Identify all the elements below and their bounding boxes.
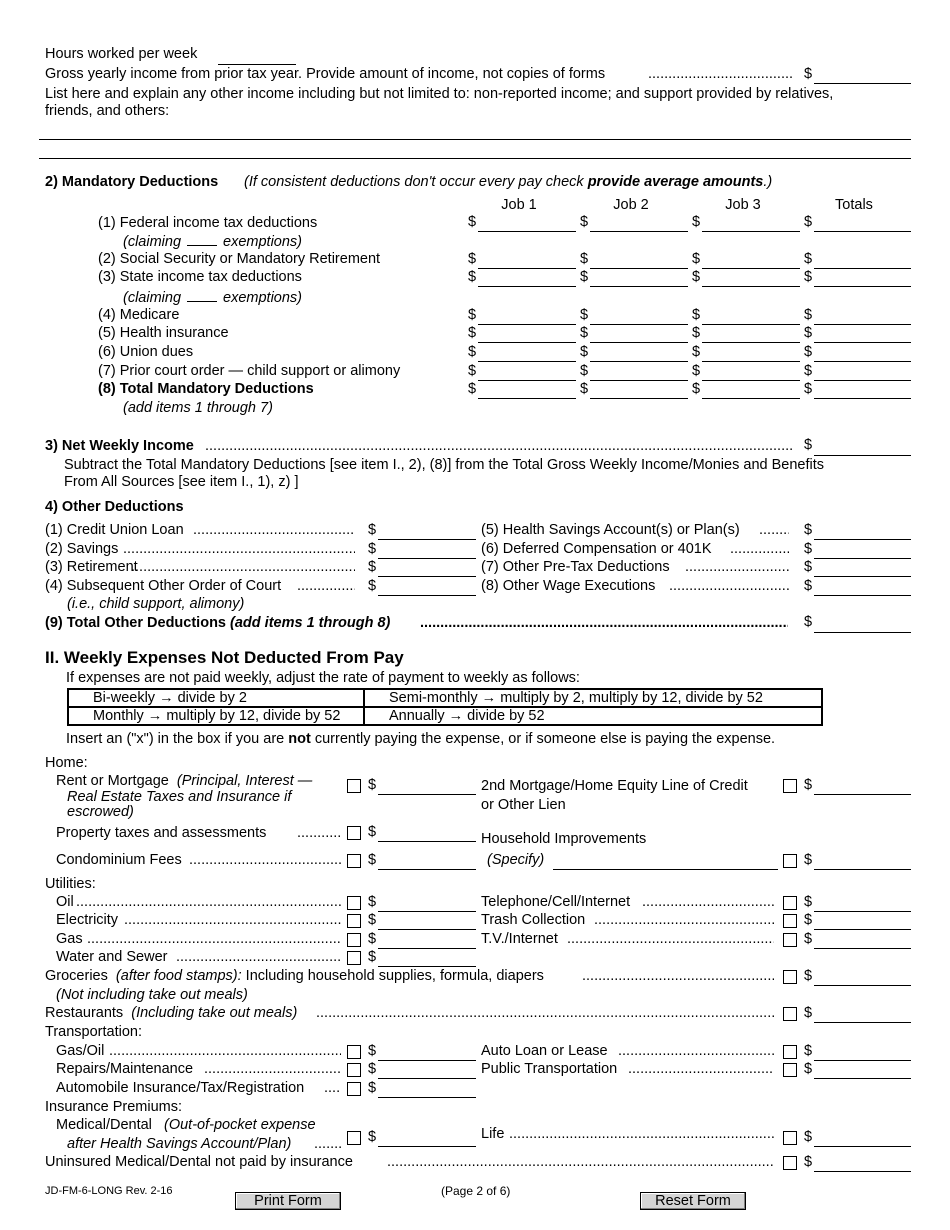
- uninsured-medical-amount[interactable]: [814, 1171, 911, 1172]
- hours-label: Hours worked per week: [45, 46, 198, 62]
- second-mortgage-amount[interactable]: [814, 794, 911, 795]
- groceries-amount-dollar: $: [804, 968, 813, 984]
- other-income-line-1[interactable]: [39, 139, 911, 140]
- transport-left-leader-2: [204, 1061, 341, 1078]
- other-right-field-3-dollar: $: [804, 559, 813, 575]
- gross-income-label: Gross yearly income from prior tax year. Provide amount of income, not copies of forms: [45, 66, 606, 82]
- other-left-leader-2: [123, 541, 355, 558]
- condo-fees-amount-dollar: $: [368, 852, 377, 868]
- other-right-label-3: (7) Other Pre-Tax Deductions: [481, 559, 670, 575]
- other-left-label-3: (3) Retirement: [45, 559, 138, 575]
- life-label: Life: [481, 1126, 505, 1142]
- restaurants-amount[interactable]: [814, 1022, 911, 1023]
- medical-dental-amount[interactable]: [378, 1146, 476, 1147]
- mandatory-item-6: (6) Union dues: [98, 344, 194, 360]
- mandatory-r3-c4-field[interactable]: [814, 286, 911, 287]
- mandatory-r1-c3-field[interactable]: [702, 231, 800, 232]
- household-improvements-amount[interactable]: [814, 869, 911, 870]
- utility-right-3-amount[interactable]: [814, 948, 911, 949]
- rate-semimonthly: Semi-monthly → multiply by 2, multiply by 12, divide by 52: [364, 689, 822, 707]
- mandatory-r2-c2-field[interactable]: [590, 268, 688, 269]
- groceries-label: Groceries (after food stamps): Including household supplies, formula, diapers: [45, 968, 544, 984]
- other-right-label-2: (6) Deferred Compensation or 401K: [481, 541, 712, 557]
- other-left-field-4-dollar: $: [368, 578, 377, 594]
- transport-left-2: Repairs/Maintenance: [56, 1061, 194, 1077]
- property-taxes-amount-dollar: $: [368, 824, 377, 840]
- rent-amount[interactable]: [378, 794, 476, 795]
- claiming-label-1: (claiming exemptions): [123, 234, 302, 250]
- mandatory-r2-c2-field-dollar: $: [580, 251, 589, 267]
- other-left-label-1: (1) Credit Union Loan: [45, 522, 184, 538]
- mandatory-r8-c3-field[interactable]: [702, 398, 800, 399]
- mandatory-r2-c1-field[interactable]: [478, 268, 576, 269]
- other-left-field-3-dollar: $: [368, 559, 377, 575]
- mandatory-r7-c1-field-dollar: $: [468, 363, 477, 379]
- transport-right-2-checkbox[interactable]: [783, 1063, 797, 1077]
- net-income-field[interactable]: [814, 455, 911, 456]
- groceries-note-2: (Not including take out meals): [56, 987, 248, 1003]
- mandatory-r4-c2-field[interactable]: [590, 324, 688, 325]
- other-income-label: List here and explain any other income including but not limited to: non-reported income; and support provided by relatives,: [45, 86, 834, 102]
- other-right-leader-1: [759, 522, 789, 539]
- column-job3: Job 3: [725, 197, 761, 213]
- other-right-field-4-dollar: $: [804, 578, 813, 594]
- insurance-label: Insurance Premiums:: [45, 1099, 182, 1115]
- mandatory-r4-c4-field[interactable]: [814, 324, 911, 325]
- utility-left-1-amount[interactable]: [378, 911, 476, 912]
- other-right-label-4: (8) Other Wage Executions: [481, 578, 656, 594]
- hours-field[interactable]: [218, 64, 296, 65]
- mandatory-r1-c3-field-dollar: $: [692, 214, 701, 230]
- condo-fees-amount[interactable]: [378, 869, 476, 870]
- transport-left-1-checkbox[interactable]: [347, 1045, 361, 1059]
- utility-left-3-checkbox[interactable]: [347, 933, 361, 947]
- mandatory-r6-c2-field-dollar: $: [580, 344, 589, 360]
- mandatory-r7-c3-field[interactable]: [702, 380, 800, 381]
- utility-left-4-amount-dollar: $: [368, 949, 377, 965]
- mandatory-r2-c4-field-dollar: $: [804, 251, 813, 267]
- utility-right-3-amount-dollar: $: [804, 931, 813, 947]
- mandatory-item-1: (1) Federal income tax deductions: [98, 215, 318, 231]
- column-totals: Totals: [835, 197, 873, 213]
- life-insurance-amount[interactable]: [814, 1146, 911, 1147]
- other-income-line-2[interactable]: [39, 158, 911, 159]
- other-left-label-4: (4) Subsequent Other Order of Court: [45, 578, 282, 594]
- other-left-note: (i.e., child support, alimony): [67, 596, 245, 612]
- restaurants-checkbox[interactable]: [783, 1007, 797, 1021]
- utility-left-leader-1: [76, 894, 341, 911]
- rent-note-2: Real Estate Taxes and Insurance if: [67, 789, 292, 805]
- other-left-leader-1: [193, 522, 355, 539]
- reset-form-button[interactable]: Reset Form: [640, 1192, 746, 1210]
- net-title: 3) Net Weekly Income: [45, 438, 194, 454]
- medical-note-2: after Health Savings Account/Plan): [67, 1136, 292, 1152]
- utility-left-1-checkbox[interactable]: [347, 896, 361, 910]
- other-right-field-2-dollar: $: [804, 541, 813, 557]
- household-improvements-checkbox[interactable]: [783, 854, 797, 868]
- other-left-field-1[interactable]: [378, 539, 476, 540]
- mandatory-r6-c1-field-dollar: $: [468, 344, 477, 360]
- groceries-amount[interactable]: [814, 985, 911, 986]
- home-label: Home:: [45, 755, 88, 771]
- utility-left-4-amount[interactable]: [378, 966, 476, 967]
- utility-left-3-amount[interactable]: [378, 948, 476, 949]
- mandatory-r2-c3-field[interactable]: [702, 268, 800, 269]
- medical-label: Medical/Dental (Out-of-pocket expense: [56, 1117, 316, 1133]
- utility-left-3: Gas: [56, 931, 83, 947]
- other-right-leader-3: [685, 559, 789, 576]
- print-form-button[interactable]: Print Form: [235, 1192, 341, 1210]
- other-left-label-2: (2) Savings: [45, 541, 119, 557]
- form-id: JD-FM-6-LONG Rev. 2-16: [45, 1185, 173, 1197]
- mandatory-r2-c4-field[interactable]: [814, 268, 911, 269]
- household-label: Household Improvements: [481, 831, 647, 847]
- transport-right-2-amount-dollar: $: [804, 1061, 813, 1077]
- life-insurance-checkbox[interactable]: [783, 1131, 797, 1145]
- other-right-field-1[interactable]: [814, 539, 911, 540]
- mandatory-title: 2) Mandatory Deductions: [45, 174, 219, 190]
- utility-right-2: Trash Collection: [481, 912, 586, 928]
- transport-left-2-amount-dollar: $: [368, 1061, 377, 1077]
- rent-label: Rent or Mortgage (Principal, Interest —: [56, 773, 313, 789]
- other-left-field-3[interactable]: [378, 576, 476, 577]
- transport-right-leader-1: [618, 1043, 774, 1060]
- mandatory-r2-c3-field-dollar: $: [692, 251, 701, 267]
- claiming-label-3: (claiming exemptions): [123, 290, 302, 306]
- utility-right-1-checkbox[interactable]: [783, 896, 797, 910]
- utility-left-1-amount-dollar: $: [368, 894, 377, 910]
- other-right-field-2[interactable]: [814, 558, 911, 559]
- mandatory-r1-c2-field[interactable]: [590, 231, 688, 232]
- property-taxes-amount[interactable]: [378, 841, 476, 842]
- mandatory-r5-c3-field[interactable]: [702, 342, 800, 343]
- second-mortgage-label: 2nd Mortgage/Home Equity Line of Credit: [481, 778, 748, 794]
- page-number: (Page 2 of 6): [441, 1184, 511, 1198]
- utility-right-2-checkbox[interactable]: [783, 914, 797, 928]
- transport-left-3-checkbox[interactable]: [347, 1082, 361, 1096]
- mandatory-r5-c3-field-dollar: $: [692, 325, 701, 341]
- household-improvements-amount-dollar: $: [804, 852, 813, 868]
- utility-right-leader-1: [642, 894, 774, 911]
- column-job1: Job 1: [501, 197, 537, 213]
- add-items-note: (add items 1 through 7): [123, 400, 273, 416]
- other-right-field-1-dollar: $: [804, 522, 813, 538]
- mandatory-note: (If consistent deductions don't occur every pay check provide average amounts.): [244, 174, 773, 190]
- transport-right-1-amount-dollar: $: [804, 1043, 813, 1059]
- other-right-leader-4: [669, 578, 789, 595]
- other-left-leader-3: [131, 559, 355, 576]
- other-title: 4) Other Deductions: [45, 499, 184, 515]
- transport-left-leader-3: [324, 1080, 341, 1097]
- mandatory-r4-c1-field[interactable]: [478, 324, 576, 325]
- mandatory-r6-c3-field[interactable]: [702, 361, 800, 362]
- transport-left-2-checkbox[interactable]: [347, 1063, 361, 1077]
- rent-note-3: escrowed): [67, 804, 134, 820]
- utility-right-1: Telephone/Cell/Internet: [481, 894, 631, 910]
- utility-left-leader-2: [124, 912, 341, 929]
- specify-field[interactable]: [553, 869, 778, 870]
- groceries-checkbox[interactable]: [783, 970, 797, 984]
- utility-right-3: T.V./Internet: [481, 931, 558, 947]
- mandatory-r7-c2-field[interactable]: [590, 380, 688, 381]
- rate-biweekly: Bi-weekly → divide by 2: [68, 689, 364, 707]
- utility-right-3-checkbox[interactable]: [783, 933, 797, 947]
- mandatory-r1-c4-field[interactable]: [814, 231, 911, 232]
- utility-right-1-amount[interactable]: [814, 911, 911, 912]
- mandatory-r4-c3-field-dollar: $: [692, 307, 701, 323]
- specify-label: (Specify): [487, 852, 545, 868]
- medical-dental-amount-dollar: $: [368, 1129, 377, 1145]
- expenses-intro: If expenses are not paid weekly, adjust the rate of payment to weekly as follows:: [66, 670, 580, 686]
- transport-left-1-amount[interactable]: [378, 1060, 476, 1061]
- transport-right-1: Auto Loan or Lease: [481, 1043, 608, 1059]
- uninsured-medical-amount-dollar: $: [804, 1154, 813, 1170]
- utility-right-2-amount-dollar: $: [804, 912, 813, 928]
- mandatory-r7-c2-field-dollar: $: [580, 363, 589, 379]
- utility-left-4-checkbox[interactable]: [347, 951, 361, 965]
- mandatory-r6-c4-field-dollar: $: [804, 344, 813, 360]
- mandatory-r5-c1-field-dollar: $: [468, 325, 477, 341]
- mandatory-r6-c1-field[interactable]: [478, 361, 576, 362]
- mandatory-r5-c4-field-dollar: $: [804, 325, 813, 341]
- other-left-leader-4: [297, 578, 355, 595]
- transport-left-1-amount-dollar: $: [368, 1043, 377, 1059]
- mandatory-r3-c1-field[interactable]: [478, 286, 576, 287]
- other-left-field-4[interactable]: [378, 595, 476, 596]
- other-left-field-2-dollar: $: [368, 541, 377, 557]
- transport-left-leader-1: [109, 1043, 341, 1060]
- condo-fees-checkbox[interactable]: [347, 854, 361, 868]
- total-other-field[interactable]: [814, 632, 911, 633]
- utility-left-2-amount[interactable]: [378, 929, 476, 930]
- utility-left-leader-4: [176, 949, 341, 966]
- net-desc-1: Subtract the Total Mandatory Deductions [see item I., 2), (8)] from the Total Gross Weekly Income/Monies and Benefits: [64, 457, 824, 473]
- mandatory-r4-c1-field-dollar: $: [468, 307, 477, 323]
- exemptions-field-3[interactable]: [187, 289, 217, 302]
- life-insurance-amount-dollar: $: [804, 1129, 813, 1145]
- utility-left-2-checkbox[interactable]: [347, 914, 361, 928]
- utility-left-2-amount-dollar: $: [368, 912, 377, 928]
- total-other-label: (9) Total Other Deductions (add items 1 through 8): [45, 615, 391, 631]
- restaurants-label: Restaurants (Including take out meals): [45, 1005, 298, 1021]
- rate-table: [67, 688, 823, 726]
- mandatory-r8-c2-field[interactable]: [590, 398, 688, 399]
- transport-left-3-amount-dollar: $: [368, 1080, 377, 1096]
- mandatory-r3-c2-field[interactable]: [590, 286, 688, 287]
- uninsured-label: Uninsured Medical/Dental not paid by insurance: [45, 1154, 353, 1170]
- mandatory-item-7: (7) Prior court order — child support or alimony: [98, 363, 401, 379]
- mandatory-r8-c3-field-dollar: $: [692, 381, 701, 397]
- utility-left-1: Oil: [56, 894, 74, 910]
- second-mortgage-amount-dollar: $: [804, 777, 813, 793]
- mandatory-r8-c1-field[interactable]: [478, 398, 576, 399]
- utility-right-2-amount[interactable]: [814, 929, 911, 930]
- transport-right-leader-2: [628, 1061, 774, 1078]
- utility-right-leader-2: [594, 912, 774, 929]
- restaurants-amount-dollar: $: [804, 1005, 813, 1021]
- rate-annually: Annually → divide by 52: [364, 707, 822, 725]
- mandatory-r6-c3-field-dollar: $: [692, 344, 701, 360]
- mandatory-r7-c4-field-dollar: $: [804, 363, 813, 379]
- mandatory-r5-c2-field-dollar: $: [580, 325, 589, 341]
- medical-dental-checkbox[interactable]: [347, 1131, 361, 1145]
- column-job2: Job 2: [613, 197, 649, 213]
- mandatory-r4-c2-field-dollar: $: [580, 307, 589, 323]
- mandatory-item-5: (5) Health insurance: [98, 325, 229, 341]
- transport-left-3: Automobile Insurance/Tax/Registration: [56, 1080, 305, 1096]
- utility-right-1-amount-dollar: $: [804, 894, 813, 910]
- transport-right-2: Public Transportation: [481, 1061, 618, 1077]
- other-income-label-2: friends, and others:: [45, 103, 170, 119]
- mandatory-r5-c4-field[interactable]: [814, 342, 911, 343]
- transport-right-1-amount[interactable]: [814, 1060, 911, 1061]
- uninsured-medical-checkbox[interactable]: [783, 1156, 797, 1170]
- mandatory-r7-c1-field[interactable]: [478, 380, 576, 381]
- utility-left-3-amount-dollar: $: [368, 931, 377, 947]
- other-right-field-3[interactable]: [814, 576, 911, 577]
- condo-label: Condominium Fees: [56, 852, 182, 868]
- mandatory-r3-c3-field-dollar: $: [692, 269, 701, 285]
- property-taxes-checkbox[interactable]: [347, 826, 361, 840]
- utility-left-2: Electricity: [56, 912, 119, 928]
- mandatory-r1-c2-field-dollar: $: [580, 214, 589, 230]
- mandatory-r8-c4-field-dollar: $: [804, 381, 813, 397]
- mandatory-r2-c1-field-dollar: $: [468, 251, 477, 267]
- second-mortgage-label-2: or Other Lien: [481, 797, 566, 813]
- transportation-label: Transportation:: [45, 1024, 142, 1040]
- other-left-field-2[interactable]: [378, 558, 476, 559]
- other-right-leader-2: [730, 541, 789, 558]
- second-mortgage-checkbox[interactable]: [783, 779, 797, 793]
- rent-checkbox[interactable]: [347, 779, 361, 793]
- transport-left-3-amount[interactable]: [378, 1097, 476, 1098]
- mandatory-r3-c1-field-dollar: $: [468, 269, 477, 285]
- mandatory-r8-c2-field-dollar: $: [580, 381, 589, 397]
- utility-left-leader-3: [87, 931, 341, 948]
- mandatory-r1-c1-field-dollar: $: [468, 214, 477, 230]
- mandatory-r1-c4-field-dollar: $: [804, 214, 813, 230]
- mandatory-r3-c2-field-dollar: $: [580, 269, 589, 285]
- mandatory-r6-c4-field[interactable]: [814, 361, 911, 362]
- rent-amount-dollar: $: [368, 777, 377, 793]
- net-desc-2: From All Sources [see item I., 1), z) ]: [64, 474, 299, 490]
- transport-left-2-amount[interactable]: [378, 1078, 476, 1079]
- rate-monthly: Monthly → multiply by 12, divide by 52: [68, 707, 364, 725]
- utilities-label: Utilities:: [45, 876, 96, 892]
- mandatory-r7-c4-field[interactable]: [814, 380, 911, 381]
- mandatory-r5-c2-field[interactable]: [590, 342, 688, 343]
- other-right-field-4[interactable]: [814, 595, 911, 596]
- mandatory-r6-c2-field[interactable]: [590, 361, 688, 362]
- transport-right-1-checkbox[interactable]: [783, 1045, 797, 1059]
- mandatory-r4-c4-field-dollar: $: [804, 307, 813, 323]
- other-right-label-1: (5) Health Savings Account(s) or Plan(s): [481, 522, 740, 538]
- expenses-title: II. Weekly Expenses Not Deducted From Pay: [45, 648, 404, 667]
- mandatory-r7-c3-field-dollar: $: [692, 363, 701, 379]
- utility-right-leader-3: [567, 931, 774, 948]
- mandatory-r5-c1-field[interactable]: [478, 342, 576, 343]
- mandatory-item-3: (3) State income tax deductions: [98, 269, 302, 285]
- insert-instruction: Insert an ("x") in the box if you are not currently paying the expense, or if someone else is paying the expense.: [66, 731, 776, 747]
- mandatory-r4-c3-field[interactable]: [702, 324, 800, 325]
- gross-income-field[interactable]: [814, 83, 911, 84]
- transport-left-1: Gas/Oil: [56, 1043, 105, 1059]
- property-label: Property taxes and assessments: [56, 825, 267, 841]
- transport-right-2-amount[interactable]: [814, 1078, 911, 1079]
- mandatory-r1-c1-field[interactable]: [478, 231, 576, 232]
- mandatory-r3-c4-field-dollar: $: [804, 269, 813, 285]
- mandatory-item-4: (4) Medicare: [98, 307, 180, 323]
- mandatory-item-2: (2) Social Security or Mandatory Retirement: [98, 251, 381, 267]
- mandatory-r8-c1-field-dollar: $: [468, 381, 477, 397]
- exemptions-field-1[interactable]: [187, 233, 217, 246]
- mandatory-r8-c4-field[interactable]: [814, 398, 911, 399]
- mandatory-item-8: (8) Total Mandatory Deductions: [98, 381, 314, 397]
- utility-left-4: Water and Sewer: [56, 949, 168, 965]
- other-left-field-1-dollar: $: [368, 522, 377, 538]
- mandatory-r3-c3-field[interactable]: [702, 286, 800, 287]
